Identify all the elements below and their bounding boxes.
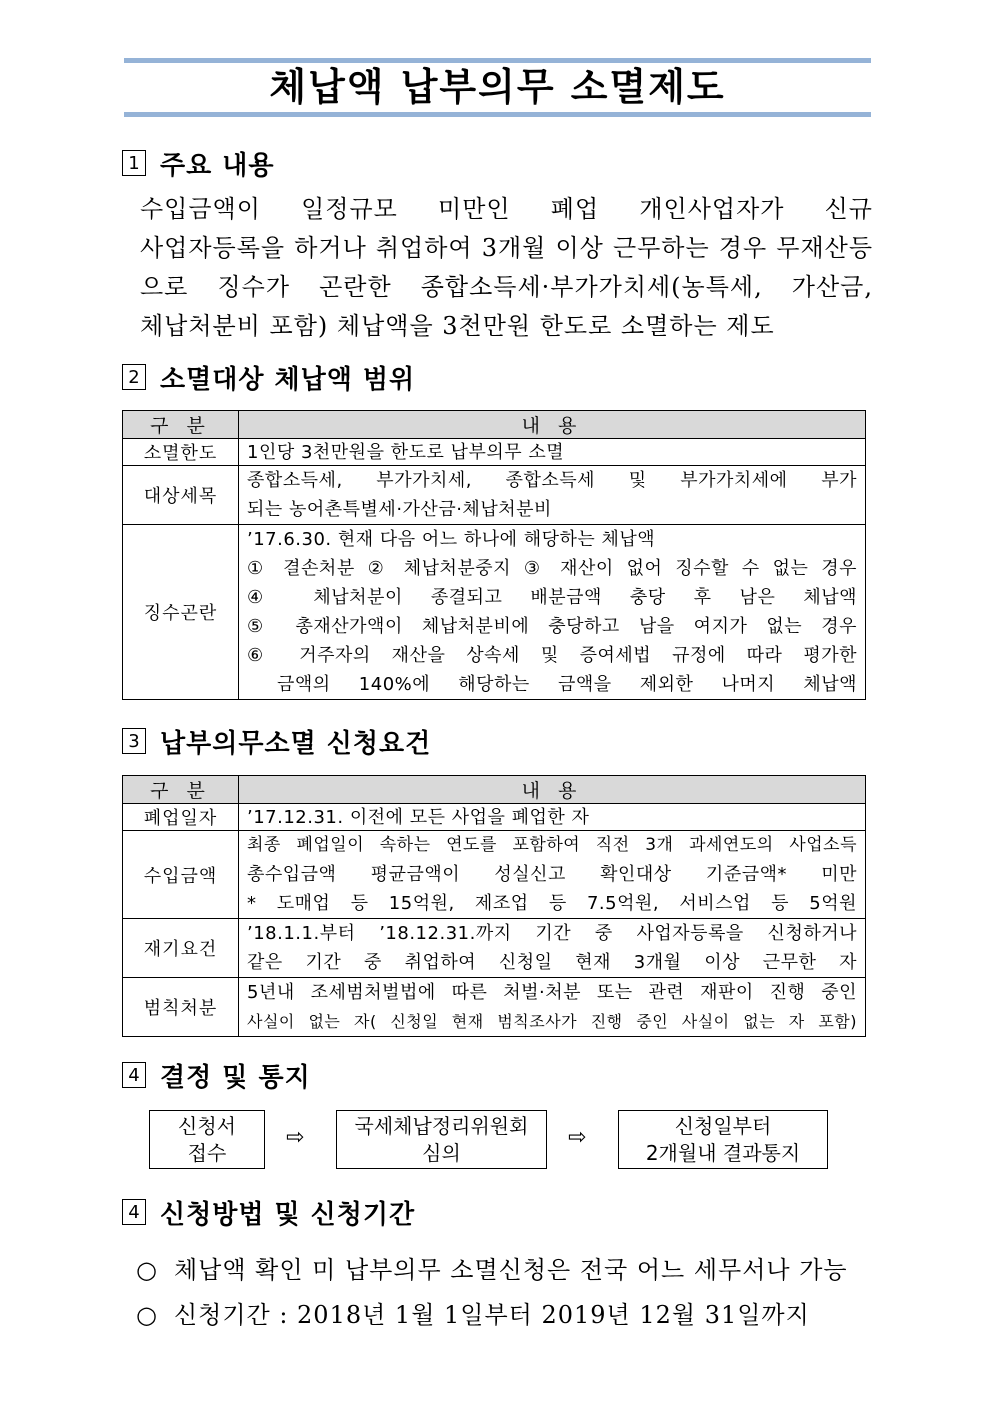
row-line: ④ 체납처분이 종결되고 배분금액 충당 후 남은 체납액 [247,587,857,608]
row-content [239,466,866,525]
section-number: 1 [122,150,146,176]
intro-paragraph [140,190,873,346]
row-line: ’18.1.1.부터 ’18.12.31.까지 기간 중 사업자등록을 신청하거나 [247,923,857,944]
row-line: ① 결손처분 ② 체납처분중지 ③ 재산이 없어 징수할 수 없는 경우 [247,558,857,579]
row-line: 종합소득세, 부가가치세, 종합소득세 및 부가가치세에 부가 [247,470,857,491]
circle-bullet-icon: ○ [136,1301,158,1329]
row-content [239,978,866,1037]
intro-line: 수입금액이 일정규모 미만인 폐업 개인사업자가 신규 [140,195,873,223]
table-row [123,525,866,700]
bullet-item [136,1250,848,1285]
intro-line: 으로 징수가 곤란한 종합소득세·부가가치세(농특세, 가산금, [140,273,873,301]
row-content [239,831,866,919]
row-content [239,439,866,466]
header-col-category: 구 분 [123,411,239,439]
header-col-content: 내 용 [239,776,866,804]
row-line: 최종 폐업일이 속하는 연도를 포함하여 직전 3개 과세연도의 사업소득 [247,835,857,855]
bullet-text: 체납액 확인 미 납부의무 소멸신청은 전국 어느 세무서나 가능 [173,1256,848,1284]
flow-step-notify [618,1110,828,1169]
page-title: 체납액 납부의무 소멸제도 [269,65,726,109]
table-row [123,804,866,831]
row-label: 수입금액 [123,831,239,919]
table-header-row [123,776,866,804]
row-label: 징수곤란 [123,525,239,700]
section-heading-1 [122,146,275,180]
flow-step-line: 접수 [187,1141,227,1165]
row-line: ’17.6.30. 현재 다음 어느 하나에 해당하는 체납액 [247,529,656,550]
row-line: 1인당 3천만원을 한도로 납부의무 소멸 [247,441,565,463]
row-label: 재기요건 [123,919,239,978]
row-content [239,919,866,978]
bullet-text: 신청기간 : 2018년 1월 1일부터 2019년 12월 31일까지 [173,1301,810,1329]
title-bar-bottom [124,112,871,117]
header-col-category: 구 분 [123,776,239,804]
intro-line: 사업자등록을 하거나 취업하여 3개월 이상 근무하는 경우 무재산등 [140,234,873,262]
section-heading-3 [122,724,431,758]
section-number: 4 [122,1062,146,1088]
row-line: 같은 기간 중 취업하여 신청일 현재 3개월 이상 근무한 자 [247,952,857,973]
row-content [239,804,866,831]
circle-bullet-icon: ○ [136,1256,158,1284]
flow-step-line: 심의 [422,1141,461,1165]
row-label: 소멸한도 [123,439,239,466]
section-heading-4 [122,1058,311,1092]
section-title: 주요 내용 [160,150,275,181]
table-row [123,466,866,525]
row-content [239,525,866,700]
flow-step-line: 신청서 [178,1114,236,1138]
section-number: 2 [122,364,146,390]
row-line: ⑤ 총재산가액이 체납처분비에 충당하고 남을 여지가 없는 경우 [247,616,857,637]
section-title: 소멸대상 체납액 범위 [160,364,416,395]
flow-step-line: 신청일부터 [674,1114,772,1138]
section-title: 납부의무소멸 신청요건 [160,728,432,759]
scope-table [122,410,866,700]
row-line: 되는 농어촌특별세·가산금·체납처분비 [247,499,552,520]
table-row [123,831,866,919]
section-heading-5 [122,1195,415,1229]
title-bar-top [124,58,871,63]
right-arrow-icon: ⇨ [286,1125,305,1150]
table-row [123,919,866,978]
row-label: 폐업일자 [123,804,239,831]
bullet-item [136,1295,810,1330]
header-col-content: 내 용 [239,411,866,439]
row-label: 대상세목 [123,466,239,525]
flow-step-line: 2개월내 결과통지 [645,1141,801,1165]
row-line: 사실이 없는 자( 신청일 현재 범칙조사가 진행 중인 사실이 없는 자 포함) [247,1012,857,1031]
row-line: * 도매업 등 15억원, 제조업 등 7.5억원, 서비스업 등 5억원 [247,893,857,914]
section-title: 결정 및 통지 [160,1062,311,1093]
flow-step-line: 국세체납정리위원회 [354,1114,529,1138]
requirements-table [122,775,866,1037]
intro-line: 체납처분비 포함) 체납액을 3천만원 한도로 소멸하는 제도 [140,312,775,340]
row-line: 5년내 조세범처벌법에 따른 처벌·처분 또는 관련 재판이 진행 중인 [247,982,857,1003]
table-header-row [123,411,866,439]
section-heading-2 [122,360,415,394]
right-arrow-icon: ⇨ [568,1125,587,1150]
table-row [123,439,866,466]
row-line: ’17.12.31. 이전에 모든 사업을 폐업한 자 [247,806,590,828]
row-line: 금액의 140%에 해당하는 금액을 제외한 나머지 체납액 [277,674,857,695]
row-label: 범칙처분 [123,978,239,1037]
section-number: 3 [122,728,146,754]
row-line: ⑥ 거주자의 재산을 상속세 및 증여세법 규정에 따라 평가한 [247,645,857,666]
table-row [123,978,866,1037]
row-line: 총수입금액 평균금액이 성실신고 확인대상 기준금액* 미만 [247,864,857,885]
section-title: 신청방법 및 신청기간 [160,1199,416,1230]
flow-step-review [336,1110,547,1169]
section-number: 4 [122,1199,146,1225]
flow-step-receipt [149,1110,265,1169]
